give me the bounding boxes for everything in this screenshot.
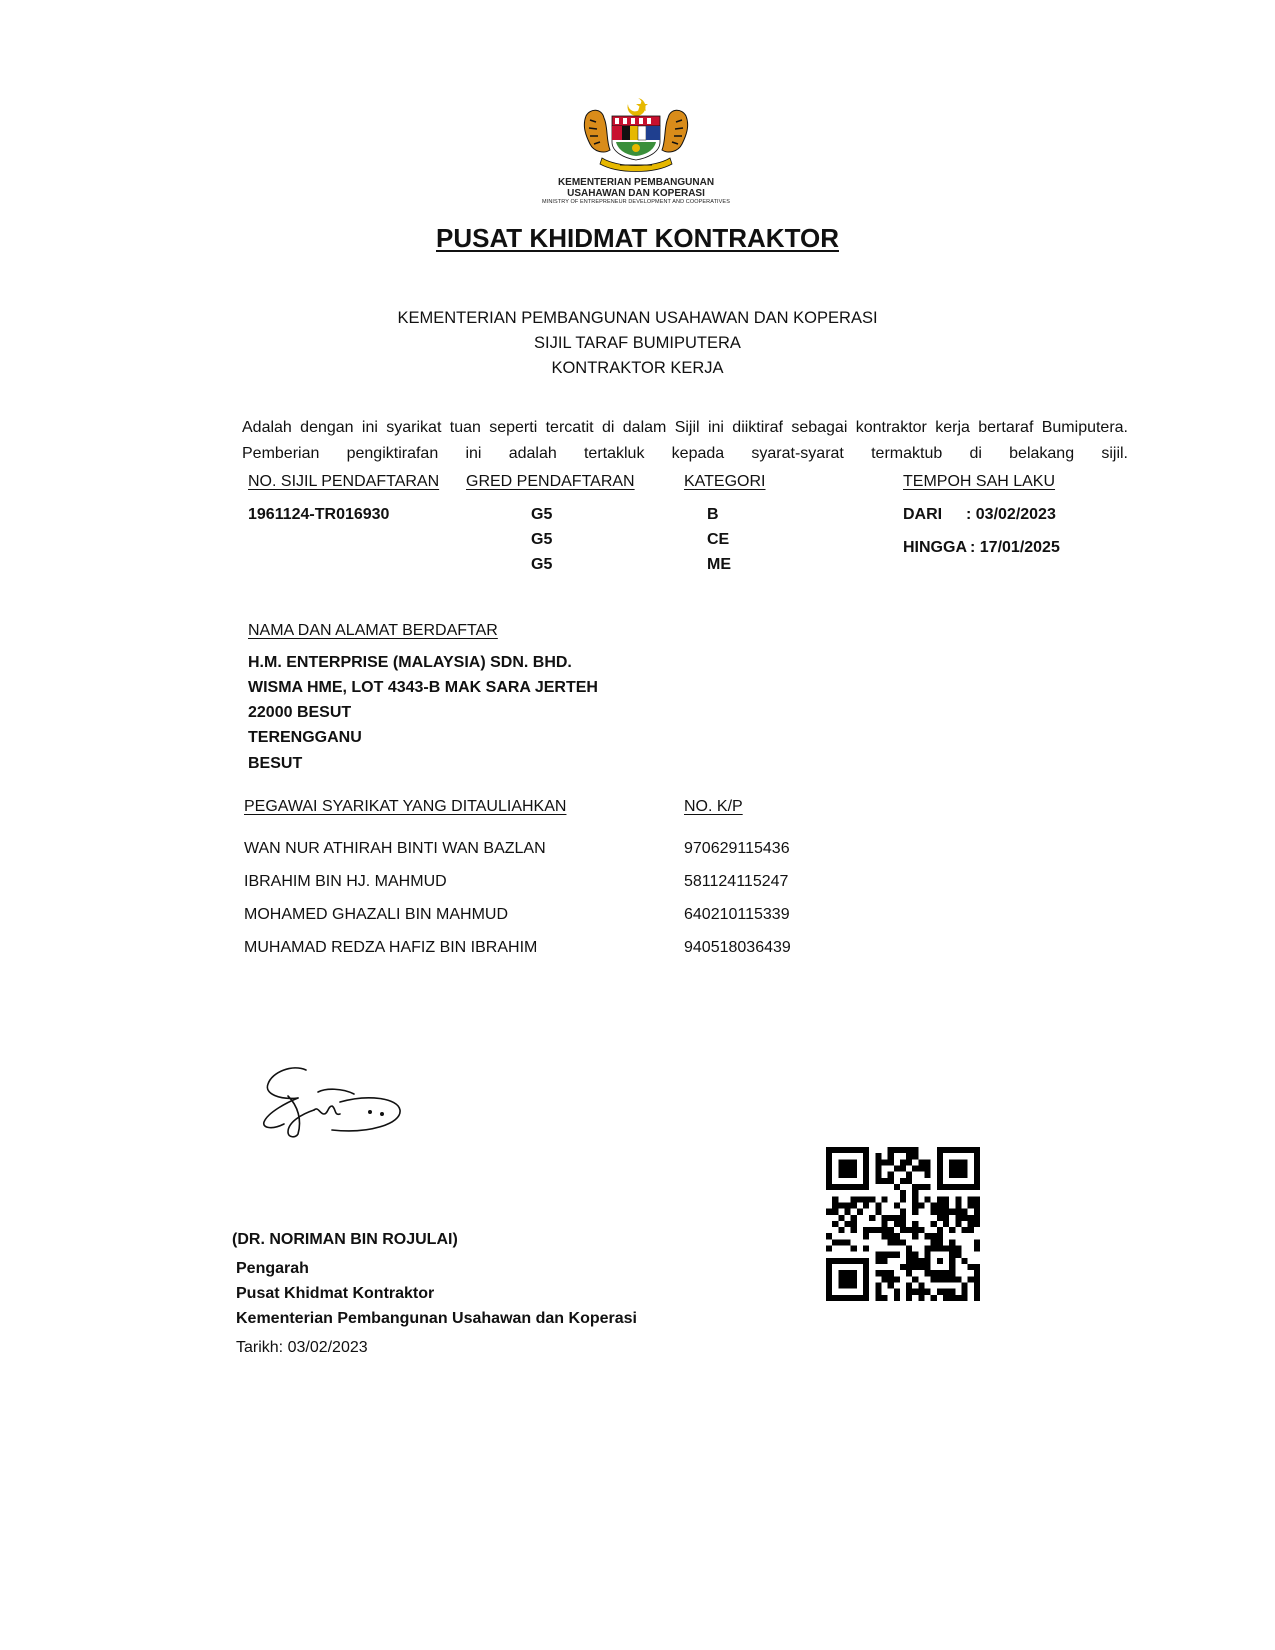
signatory-ministry: Kementerian Pembangunan Usahawan dan Koperasi — [236, 1310, 637, 1327]
statement-line-1: Adalah dengan ini syarikat tuan seperti tercatit di dalam Sijil ini diiktiraf sebagai kontraktor kerja bertaraf Bumiputera. — [242, 419, 1128, 436]
malaysia-coat-of-arms-icon — [580, 96, 692, 174]
signatory-name: (DR. NORIMAN BIN ROJULAI) — [232, 1231, 458, 1248]
address-line: TERENGGANU — [248, 729, 362, 746]
certificate-name: SIJIL TARAF BUMIPUTERA — [534, 334, 741, 352]
grade-value: G5 — [531, 556, 553, 573]
officer-name: MUHAMAD REDZA HAFIZ BIN IBRAHIM — [244, 939, 538, 956]
category-header: KATEGORI — [684, 473, 766, 490]
category-value: ME — [707, 556, 731, 573]
officer-id: 581124115247 — [684, 873, 789, 890]
officer-name: MOHAMED GHAZALI BIN MAHMUD — [244, 906, 509, 923]
address-heading: NAMA DAN ALAMAT BERDAFTAR — [248, 622, 498, 639]
officer-id: 640210115339 — [684, 906, 790, 923]
grade-value: G5 — [531, 531, 553, 548]
officer-id-heading: NO. K/P — [684, 798, 743, 815]
address-line: WISMA HME, LOT 4343-B MAK SARA JERTEH — [248, 679, 598, 696]
crest-ministry-line3: MINISTRY OF ENTREPRENEUR DEVELOPMENT AND COOPERATIVES — [542, 199, 730, 205]
qr-code-icon — [826, 1147, 980, 1301]
officer-name: WAN NUR ATHIRAH BINTI WAN BAZLAN — [244, 840, 546, 857]
officers-heading: PEGAWAI SYARIKAT YANG DITAULIAHKAN — [244, 798, 567, 815]
validity-from-label: DARI — [903, 506, 943, 523]
reg-no-value: 1961124-TR016930 — [248, 506, 390, 523]
crest-ministry-line1: KEMENTERIAN PEMBANGUNAN — [557, 177, 715, 188]
recognition-statement — [242, 415, 1128, 467]
crest-ministry-line2: USAHAWAN DAN KOPERASI — [567, 188, 705, 199]
validity-from-date: : 03/02/2023 — [966, 506, 1056, 523]
validity-to-label: HINGGA — [903, 539, 967, 556]
issue-date: Tarikh: 03/02/2023 — [236, 1339, 368, 1356]
officer-id: 940518036439 — [684, 939, 791, 956]
grade-header: GRED PENDAFTARAN — [466, 473, 635, 490]
statement-line-2: Pemberian pengiktirafan ini adalah tertakluk kepada syarat-syarat termaktub di belakang sijil. — [242, 445, 1128, 462]
address-line: 22000 BESUT — [248, 704, 352, 721]
address-line: H.M. ENTERPRISE (MALAYSIA) SDN. BHD. — [248, 654, 572, 671]
organization-name: KEMENTERIAN PEMBANGUNAN USAHAWAN DAN KOPERASI — [397, 309, 878, 327]
signatory-position: Pengarah — [236, 1260, 309, 1277]
officer-id: 970629115436 — [684, 840, 790, 857]
reg-no-header: NO. SIJIL PENDAFTARAN — [248, 473, 440, 490]
handwritten-signature-icon — [258, 1062, 403, 1142]
address-line: BESUT — [248, 755, 303, 772]
category-value: CE — [707, 531, 730, 548]
contractor-type: KONTRAKTOR KERJA — [551, 359, 724, 377]
signatory-department: Pusat Khidmat Kontraktor — [236, 1285, 435, 1302]
validity-header: TEMPOH SAH LAKU — [903, 473, 1056, 490]
category-value: B — [707, 506, 719, 523]
validity-to-date: : 17/01/2025 — [970, 539, 1060, 556]
grade-value: G5 — [531, 506, 553, 523]
page-title: PUSAT KHIDMAT KONTRAKTOR — [436, 223, 839, 253]
officer-name: IBRAHIM BIN HJ. MAHMUD — [244, 873, 447, 890]
